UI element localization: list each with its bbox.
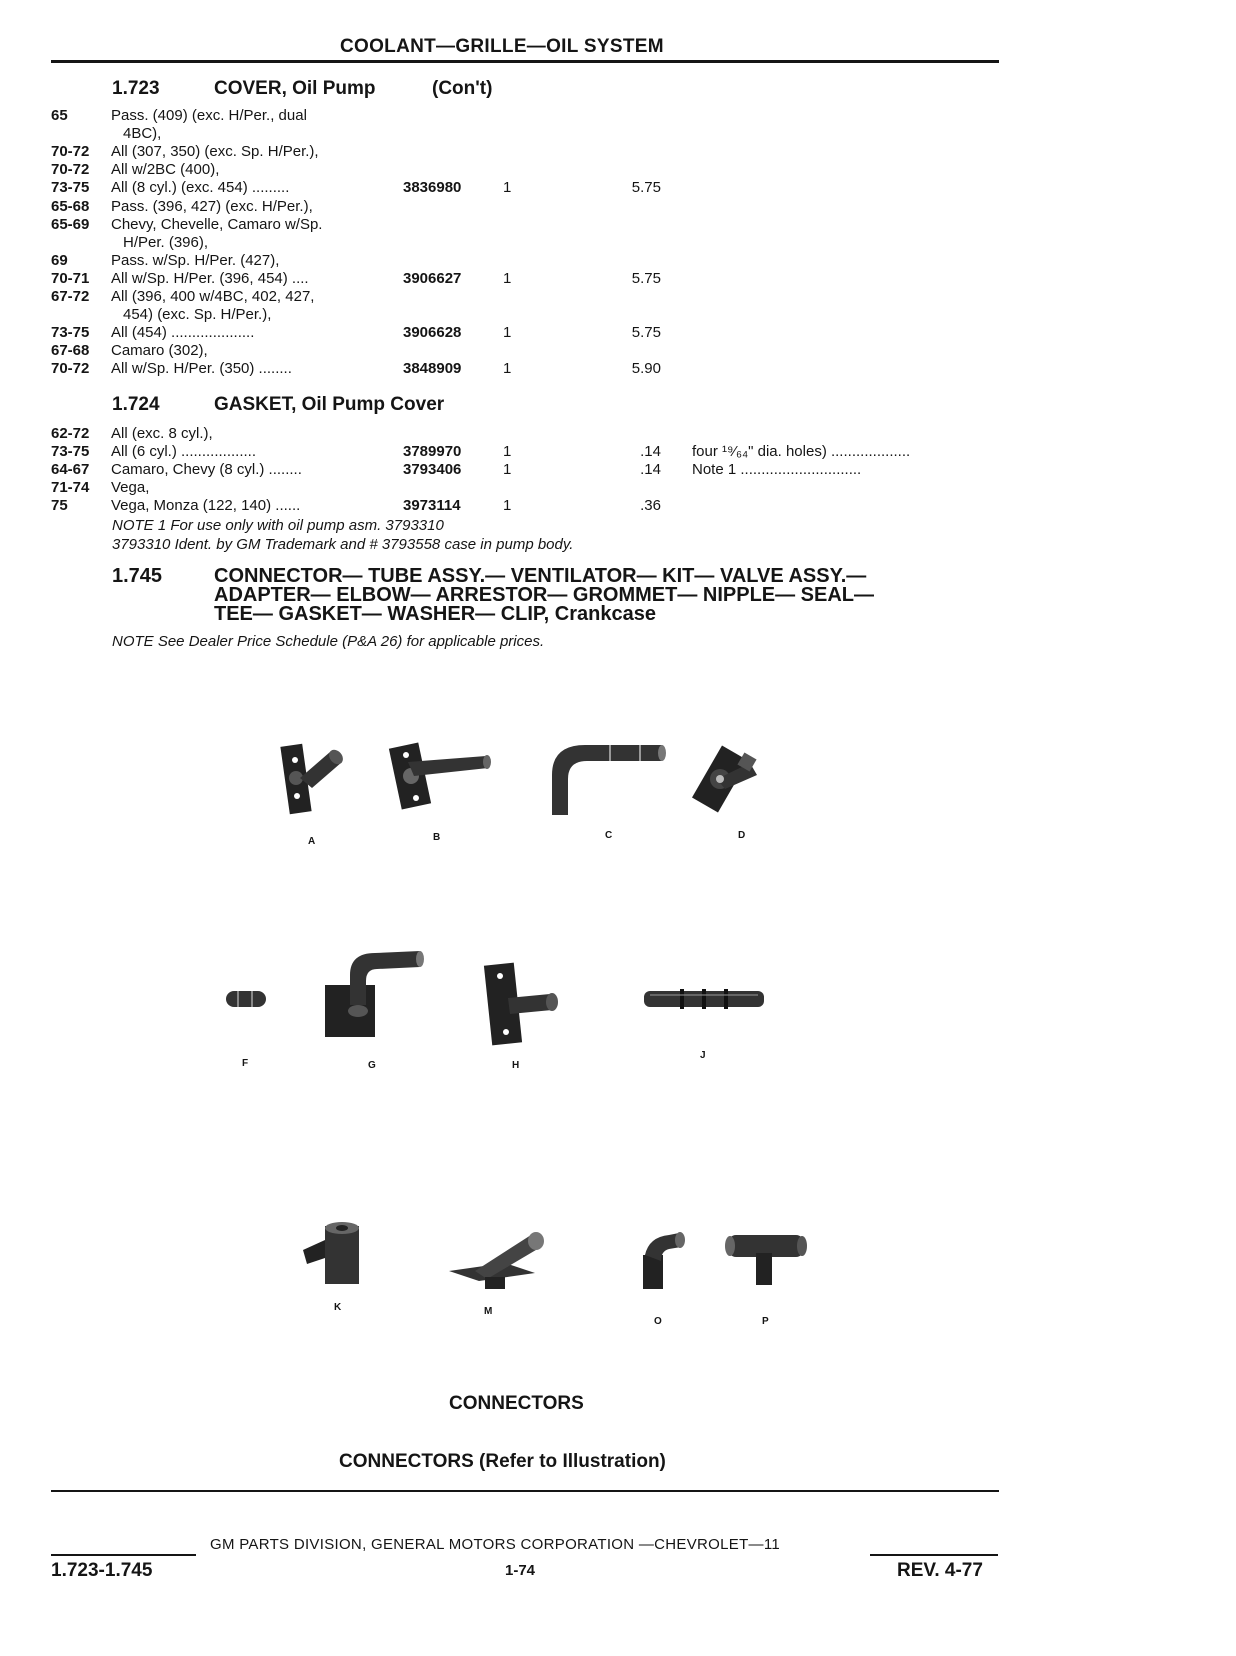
cell-desc: All w/2BC (400), — [111, 161, 220, 179]
connector-h-image — [480, 960, 570, 1050]
cell-yr: 67-68 — [51, 342, 90, 360]
section-1723-number: 1.723 — [112, 78, 160, 99]
footer-page-number: 1-74 — [505, 1562, 536, 1579]
cell-desc: Pass. (396, 427) (exc. H/Per.), — [111, 197, 313, 215]
note-1: NOTE 1 For use only with oil pump asm. 3793310 — [112, 517, 444, 534]
cell-desc: 4BC), — [123, 125, 162, 143]
cell-yr: 69 — [51, 251, 68, 269]
cell-price: 5.75 — [631, 179, 661, 197]
footer-right-line — [870, 1554, 998, 1556]
section-1724-title: GASKET, Oil Pump Cover — [214, 394, 445, 415]
connector-a-image — [280, 740, 360, 820]
label-k: K — [334, 1302, 342, 1313]
cell-extra: Note 1 ............................. — [692, 461, 862, 479]
connector-b-image — [390, 740, 500, 820]
label-a: A — [308, 836, 316, 847]
footer-revision: REV. 4-77 — [897, 1560, 983, 1581]
tee-p-image — [722, 1225, 812, 1290]
tube-j-image — [640, 985, 770, 1015]
label-d: D — [738, 830, 746, 841]
cell-yr: 70-72 — [51, 161, 90, 179]
cell-qty: 1 — [503, 443, 512, 461]
cell-desc: All w/Sp. H/Per. (396, 454) .... — [111, 269, 309, 287]
cell-price: .14 — [640, 443, 661, 461]
cell-yr: 71-74 — [51, 479, 90, 497]
arrestor-m-image — [445, 1225, 555, 1295]
cell-desc: Camaro, Chevy (8 cyl.) ........ — [111, 461, 302, 479]
cell-desc: All (454) .................... — [111, 324, 255, 342]
label-c: C — [605, 830, 613, 841]
cell-desc: All (8 cyl.) (exc. 454) ......... — [111, 179, 290, 197]
cell-desc: Chevy, Chevelle, Camaro w/Sp. — [111, 215, 323, 233]
elbow-c-image — [540, 735, 670, 820]
footer-publisher: GM PARTS DIVISION, GENERAL MOTORS CORPORATION —CHEVROLET—11 — [210, 1536, 781, 1553]
section-1723-suffix: (Con't) — [432, 78, 493, 99]
cell-desc: All (6 cyl.) .................. — [111, 443, 257, 461]
label-m: M — [484, 1306, 493, 1317]
cell-desc: H/Per. (396), — [123, 233, 209, 251]
cell-part: 3906627 — [403, 269, 462, 287]
elbow-g-image — [320, 945, 430, 1045]
cell-qty: 1 — [503, 497, 512, 515]
section-1745-number: 1.745 — [112, 565, 163, 587]
section-1723-title: COVER, Oil Pump — [214, 78, 376, 99]
cell-desc: Vega, Monza (122, 140) ...... — [111, 497, 301, 515]
section-1745-title-line-1: CONNECTOR— TUBE ASSY.— VENTILATOR— KIT— VALVE ASSY.— — [214, 565, 867, 587]
cell-part: 3789970 — [403, 443, 462, 461]
label-p: P — [762, 1316, 769, 1327]
label-o: O — [654, 1316, 662, 1327]
elbow-o-image — [635, 1225, 695, 1295]
cell-extra: four ¹⁹⁄₆₄" dia. holes) ................... — [692, 443, 911, 461]
note-2: 3793310 Ident. by GM Trademark and # 3793558 case in pump body. — [112, 536, 574, 553]
cell-yr: 62-72 — [51, 425, 90, 442]
cell-yr: 75 — [51, 497, 68, 515]
footer-left-line — [51, 1554, 196, 1556]
label-f: F — [242, 1058, 249, 1069]
section-1724-number: 1.724 — [112, 394, 160, 415]
cell-yr: 73-75 — [51, 324, 90, 342]
label-b: B — [433, 832, 441, 843]
cell-yr: 73-75 — [51, 443, 90, 461]
cell-yr: 73-75 — [51, 179, 90, 197]
cell-yr: 64-67 — [51, 461, 90, 479]
cell-desc: All (exc. 8 cyl.), — [111, 425, 213, 442]
cell-yr: 67-72 — [51, 288, 90, 305]
cell-qty: 1 — [503, 179, 512, 197]
cell-qty: 1 — [503, 324, 512, 342]
cell-desc: Pass. w/Sp. H/Per. (427), — [111, 251, 280, 269]
label-j: J — [700, 1050, 706, 1061]
cell-desc: All (396, 400 w/4BC, 402, 427, — [111, 288, 315, 305]
section-1745-title-line-2: ADAPTER— ELBOW— ARRESTOR— GROMMET— NIPPLE— SEAL— — [214, 584, 875, 606]
cell-yr: 65-69 — [51, 215, 90, 233]
connector-d-image — [695, 735, 775, 820]
cell-price: 5.75 — [631, 324, 661, 342]
header-rule — [51, 60, 999, 63]
label-g: G — [368, 1060, 376, 1071]
cell-desc: All (307, 350) (exc. Sp. H/Per.), — [111, 143, 319, 161]
cell-yr: 70-72 — [51, 360, 90, 378]
cell-yr: 65 — [51, 107, 68, 124]
label-h: H — [512, 1060, 520, 1071]
cell-qty: 1 — [503, 461, 512, 479]
footer-rule — [51, 1490, 999, 1492]
cell-part: 3836980 — [403, 179, 462, 197]
cell-yr: 65-68 — [51, 197, 90, 215]
cell-price: .14 — [640, 461, 661, 479]
cell-price: .36 — [640, 497, 661, 515]
section-1745-title-line-3: TEE— GASKET— WASHER— CLIP, Crankcase — [214, 603, 656, 625]
cell-price: 5.75 — [631, 269, 661, 287]
illustration-caption: CONNECTORS — [449, 1393, 584, 1414]
cell-part: 3973114 — [403, 497, 461, 515]
cell-desc: 454) (exc. Sp. H/Per.), — [123, 306, 272, 324]
page-header: COOLANT—GRILLE—OIL SYSTEM — [340, 36, 664, 57]
cell-desc: Pass. (409) (exc. H/Per., dual — [111, 107, 307, 124]
cell-desc: All w/Sp. H/Per. (350) ........ — [111, 360, 292, 378]
section-1745-note: NOTE See Dealer Price Schedule (P&A 26) for applicable prices. — [112, 633, 545, 650]
cell-part: 3793406 — [403, 461, 462, 479]
cell-yr: 70-72 — [51, 143, 90, 161]
adapter-k-image — [295, 1220, 375, 1295]
cell-desc: Camaro (302), — [111, 342, 208, 360]
cell-yr: 70-71 — [51, 269, 90, 287]
cell-qty: 1 — [503, 269, 512, 287]
cell-qty: 1 — [503, 360, 512, 378]
cell-desc: Vega, — [111, 479, 150, 497]
connector-f-image — [222, 985, 272, 1015]
cell-price: 5.90 — [631, 360, 661, 378]
footer-section-range: 1.723-1.745 — [51, 1560, 153, 1581]
cell-part: 3848909 — [403, 360, 462, 378]
cell-part: 3906628 — [403, 324, 462, 342]
illustration-caption-refer: CONNECTORS (Refer to Illustration) — [339, 1451, 666, 1472]
